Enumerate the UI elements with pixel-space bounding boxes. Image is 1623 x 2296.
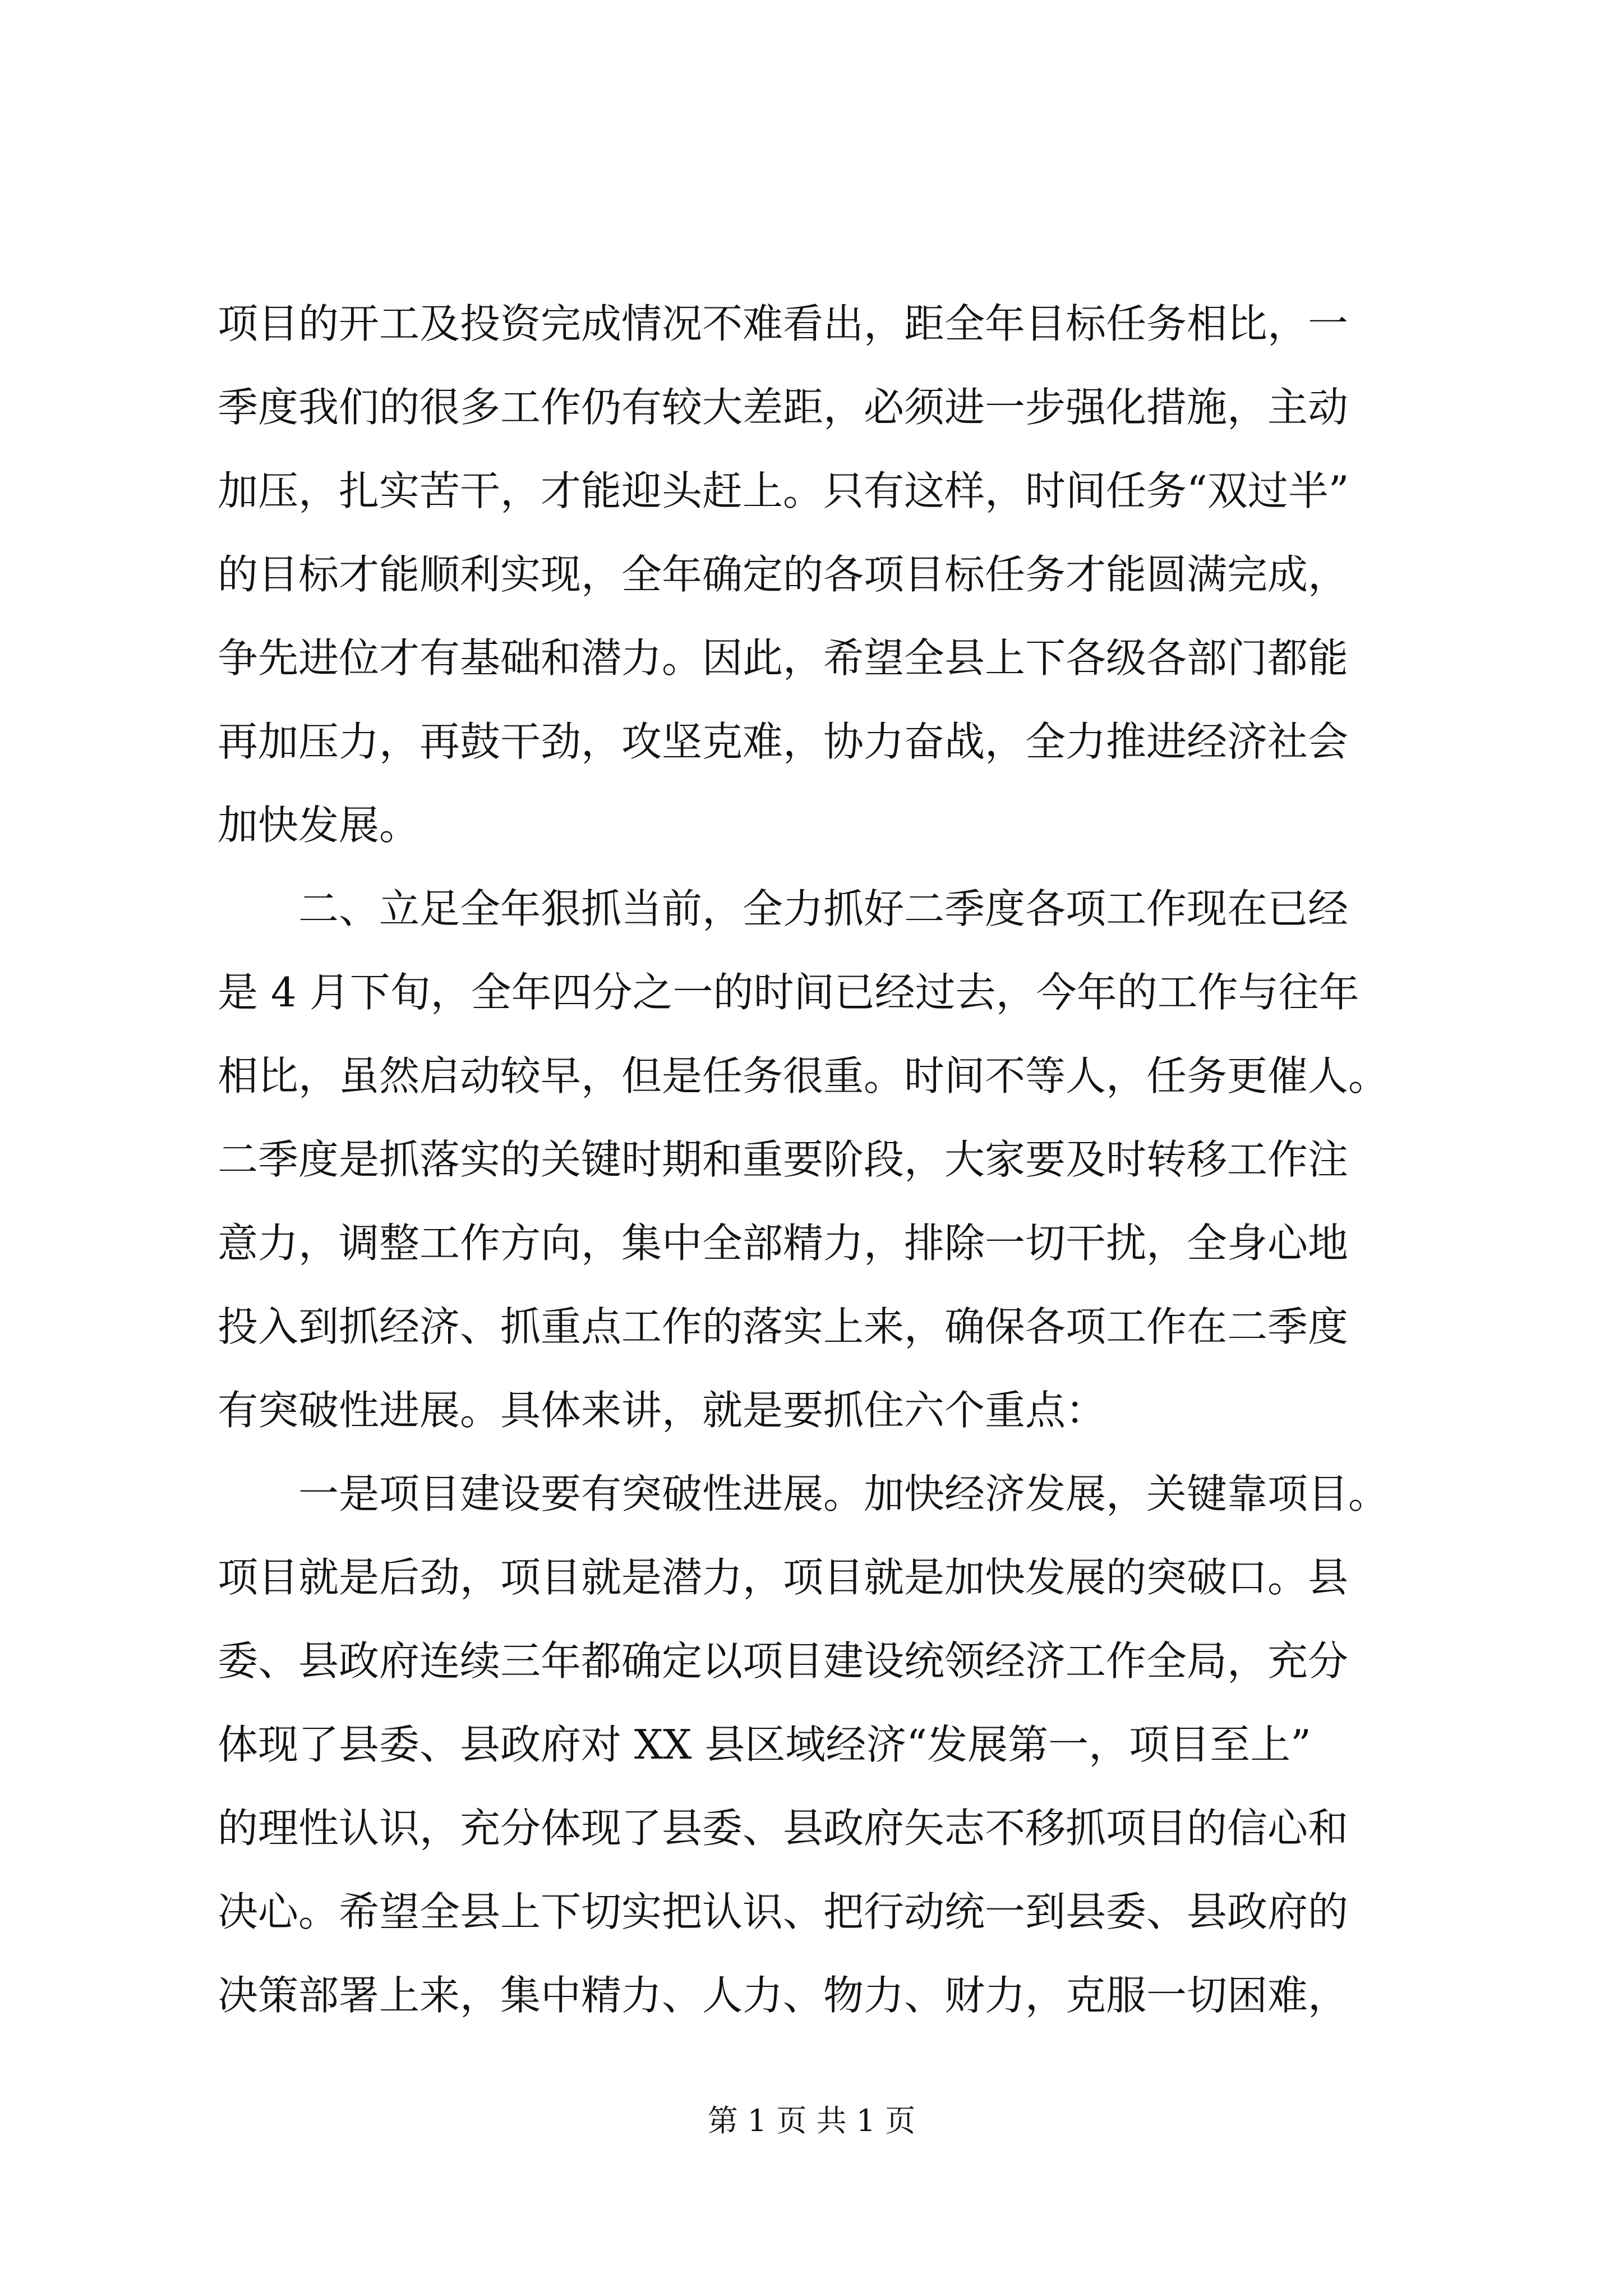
- text-line-3: 加压，扎实苦干，才能迎头赶上。只有这样，时间任务“双过半”: [218, 467, 1349, 514]
- text-line-16: 项目就是后劲，项目就是潜力，项目就是加快发展的突破口。县: [218, 1554, 1349, 1601]
- text-line-2: 季度我们的很多工作仍有较大差距，必须进一步强化措施，主动: [218, 384, 1349, 431]
- text-line-18: 体现了县委、县政府对 XX 县区域经济“发展第一，项目至上”: [218, 1721, 1311, 1768]
- text-line-11: 二季度是抓落实的关键时期和重要阶段，大家要及时转移工作注: [218, 1136, 1349, 1183]
- text-line-21: 决策部署上来，集中精力、人力、物力、财力，克服一切困难，: [218, 1972, 1349, 2019]
- text-line-20: 决心。希望全县上下切实把认识、把行动统一到县委、县政府的: [218, 1888, 1349, 1935]
- text-line-4: 的目标才能顺利实现，全年确定的各项目标任务才能圆满完成，: [218, 551, 1349, 598]
- text-line-9: 是 4 月下旬，全年四分之一的时间已经过去，今年的工作与往年: [218, 969, 1359, 1016]
- text-line-8: 二、立足全年狠抓当前，全力抓好二季度各项工作现在已经: [298, 885, 1349, 932]
- page-footer: 第 1 页 共 1 页: [707, 2103, 916, 2138]
- text-line-17: 委、县政府连续三年都确定以项目建设统领经济工作全局，充分: [218, 1637, 1349, 1685]
- text-line-19: 的理性认识，充分体现了县委、县政府矢志不移抓项目的信心和: [218, 1805, 1349, 1852]
- text-line-10: 相比，虽然启动较早，但是任务很重。时间不等人，任务更催人。: [218, 1052, 1389, 1099]
- text-line-1: 项目的开工及投资完成情况不难看出，距全年目标任务相比，一: [218, 300, 1349, 347]
- text-line-13: 投入到抓经济、抓重点工作的落实上来，确保各项工作在二季度: [218, 1303, 1349, 1350]
- text-line-7: 加快发展。: [218, 802, 420, 849]
- text-line-12: 意力，调整工作方向，集中全部精力，排除一切干扰，全身心地: [218, 1220, 1349, 1267]
- text-line-15: 一是项目建设要有突破性进展。加快经济发展，关键靠项目。: [298, 1470, 1389, 1517]
- text-line-5: 争先进位才有基础和潜力。因此，希望全县上下各级各部门都能: [218, 634, 1349, 682]
- text-line-6: 再加压力，再鼓干劲，攻坚克难，协力奋战，全力推进经济社会: [218, 718, 1349, 765]
- text-line-14: 有突破性进展。具体来讲，就是要抓住六个重点：: [218, 1387, 1106, 1434]
